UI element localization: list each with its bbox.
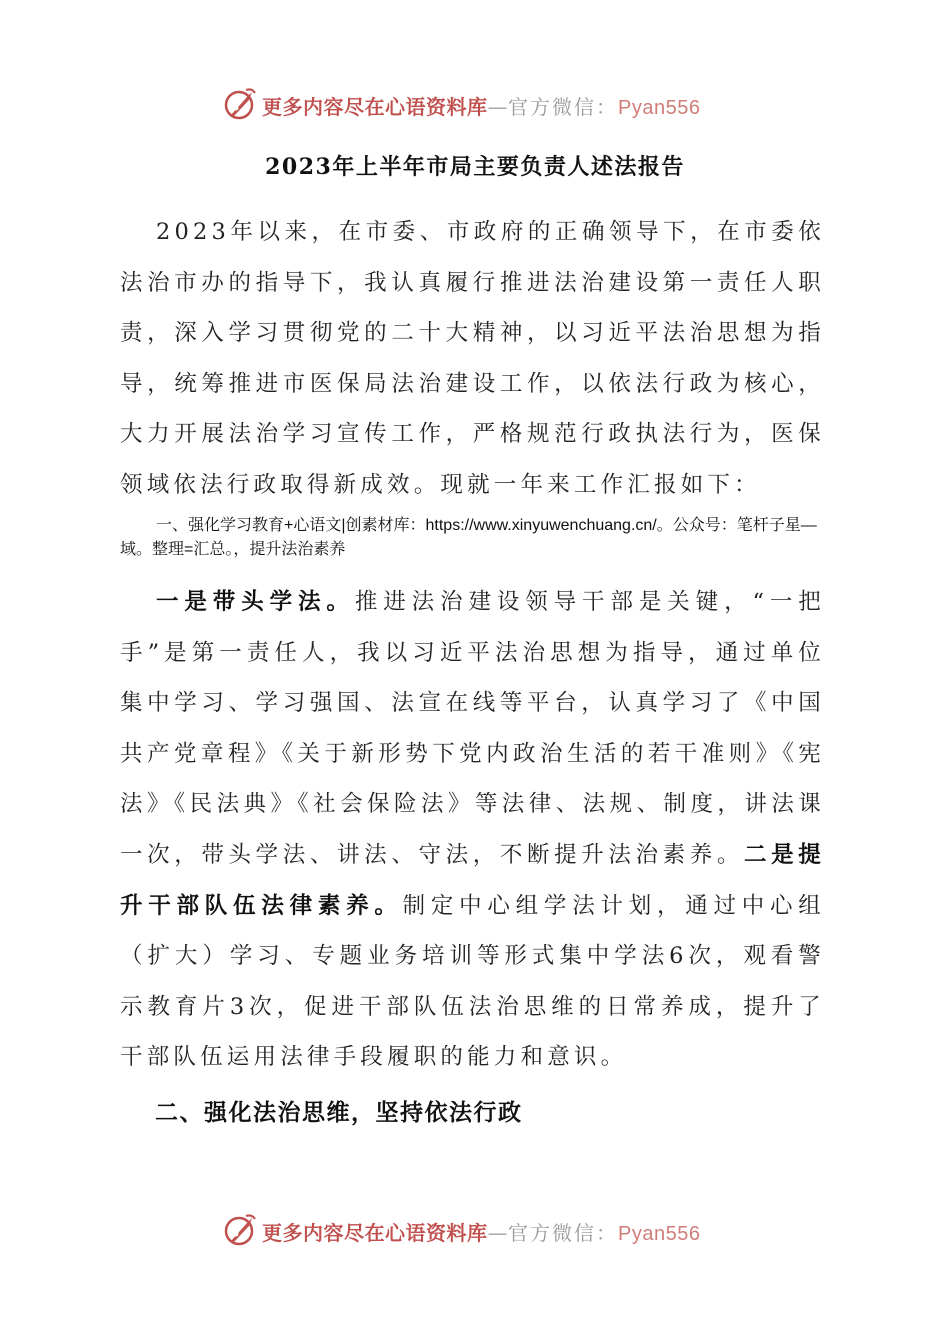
banner-dash: — [487, 95, 508, 119]
study-paragraph [120, 577, 825, 1083]
banner-main: 更多内容尽在心语资料库 [262, 95, 488, 119]
section1-heading: 一、强化学习教育+心语文|创素材库：https://www.xinyuwenchuang.cn/。公众号：笔杆子星—域。整理=汇总。，提升法治素养 [120, 517, 817, 558]
para2-text1: 推进法治建设领导干部是关键，“一把手”是第一责任人，我以习近平法治思想为指导，通过单位集中学习、学习强国、法宣在线等平台，认真学习了《中国共产党章程》《关于新形势下党内政治生活的若干准则》《宪法》《民法典》《社会保险法》等法律、法规、制度，讲法课一次，带头学法、讲法、守法，不断提升法治素养。 [120, 589, 825, 868]
banner-text [262, 91, 700, 120]
banner-text [262, 1217, 700, 1246]
lead-lead-by-example: 一是带头学法。 [156, 589, 355, 615]
lead-cadre-literacy: 二是提升干部队伍法律素养。 [120, 841, 825, 919]
banner-dash: — [487, 1221, 508, 1245]
section2-heading: 二、强化法治思维，坚持依法行政 [155, 1099, 523, 1126]
banner-sub: 官方微信： [508, 95, 618, 119]
para2-text2: 制定中心组学法计划，通过中心组（扩大）学习、专题业务培训等形式集中学法6次，观看警示教育片3次，促进干部队伍法治思维的日常养成，提升了干部队伍运用法律手段履职的能力和意识。 [120, 892, 825, 1071]
pen-nib-logo-icon [222, 1212, 258, 1248]
footer-banner [0, 1212, 950, 1252]
banner-main: 更多内容尽在心语资料库 [262, 1221, 488, 1245]
intro-paragraph: 2023年以来，在市委、市政府的正确领导下，在市委依法治市办的指导下，我认真履行推进法治建设第一责任人职责，深入学习贯彻党的二十大精神，以习近平法治思想为指导，统筹推进市医保局法治建设工作，以依法行政为核心，大力开展法治学习宣传工作，严格规范行政执法行为，医保领域依法行政取得新成效。现就一年来工作汇报如下： [120, 219, 825, 498]
banner-sub: 官方微信： [508, 1221, 618, 1245]
banner-account: Pyan556 [618, 1223, 701, 1245]
header-banner [0, 86, 950, 126]
banner-account: Pyan556 [618, 97, 701, 119]
document-title: 2023年上半年市局主要负责人述法报告 [265, 154, 685, 180]
pen-nib-logo-icon [222, 86, 258, 122]
